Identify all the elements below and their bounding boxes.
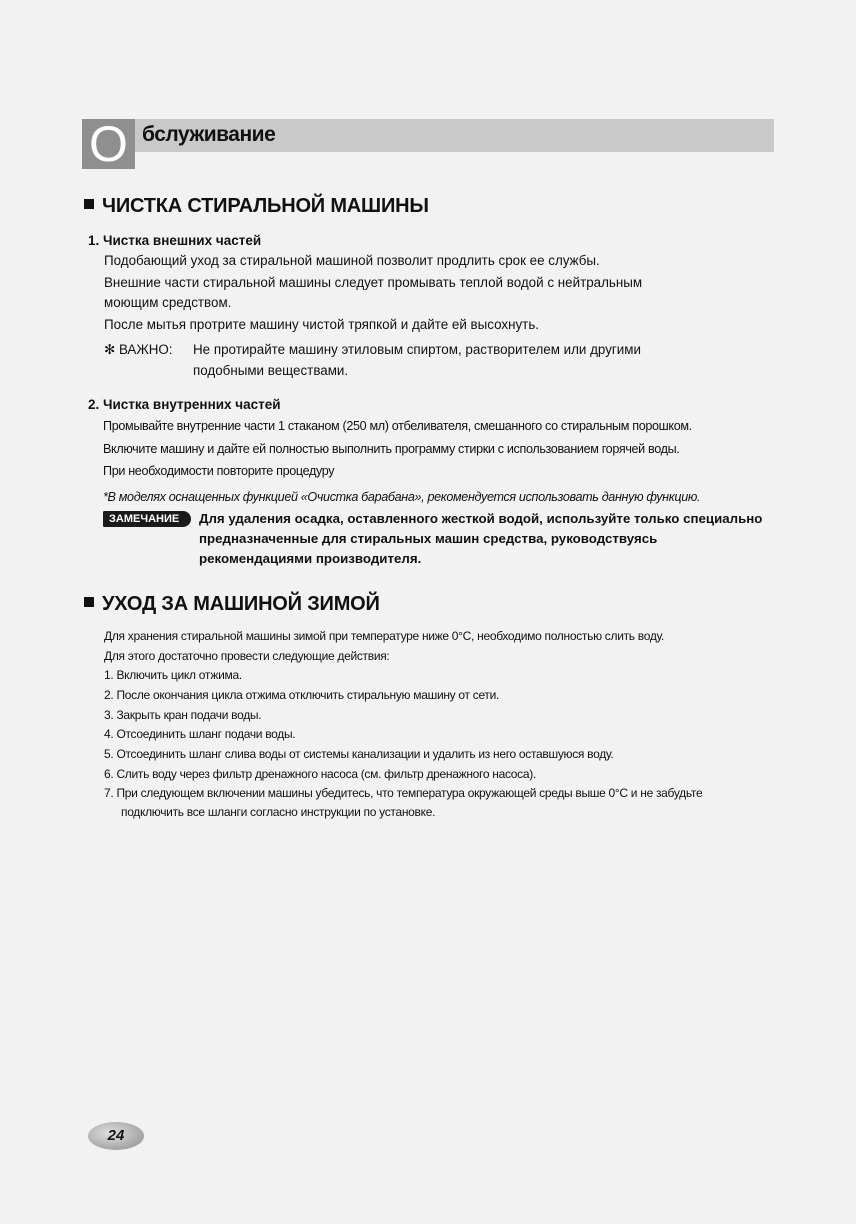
note-text: предназначенные для стиральных машин средства, руководствуясь <box>199 531 658 546</box>
important-label: ✻ ВАЖНО: <box>104 342 173 357</box>
list-item-continuation: подключить все шланги согласно инструкции по установке. <box>121 805 436 819</box>
list-item: 5. Отсоединить шланг слива воды от системы канализации и удалить из него оставшуюся воду. <box>104 747 614 761</box>
section-title-text: УХОД ЗА МАШИНОЙ ЗИМОЙ <box>102 593 380 615</box>
paragraph-line: Подобающий уход за стиральной машиной позволит продлить срок ее службы. <box>104 253 600 268</box>
header-initial-letter: О <box>82 119 135 169</box>
subsection-title-exterior: 1. Чистка внешних частей <box>88 233 262 248</box>
list-item: 1. Включить цикл отжима. <box>104 668 242 682</box>
important-text: Не протирайте машину этиловым спиртом, растворителем или другими <box>193 342 641 357</box>
paragraph-line: Для хранения стиральной машины зимой при температуре ниже 0°C, необходимо полностью слить воду. <box>104 629 665 643</box>
square-bullet-icon <box>84 199 94 209</box>
italic-note: *В моделях оснащенных функцией «Очистка барабана», рекомендуется использовать данную функцию. <box>103 490 701 504</box>
paragraph-line: Включите машину и дайте ей полностью выполнить программу стирки с использованием горячей воды. <box>103 442 680 456</box>
section-title-winter <box>84 593 380 616</box>
list-item: 3. Закрыть кран подачи воды. <box>104 708 262 722</box>
paragraph-line: Промывайте внутренние части 1 стаканом (250 мл) отбеливателя, смешанного со стиральным порошком. <box>103 419 692 433</box>
paragraph-line: После мытья протрите машину чистой тряпкой и дайте ей высохнуть. <box>104 317 540 332</box>
page-number: 24 <box>88 1122 144 1150</box>
section-title-text: ЧИСТКА СТИРАЛЬНОЙ МАШИНЫ <box>102 195 429 217</box>
page-title: бслуживание <box>142 123 276 146</box>
note-badge: ЗАМЕЧАНИЕ <box>103 511 191 527</box>
section-title-cleaning <box>84 195 429 218</box>
paragraph-line: моющим средством. <box>104 295 232 310</box>
paragraph-line: При необходимости повторите процедуру <box>103 464 335 478</box>
square-bullet-icon <box>84 597 94 607</box>
paragraph-line: Для этого достаточно провести следующие действия: <box>104 649 390 663</box>
note-text: Для удаления осадка, оставленного жесткой водой, используйте только специально <box>199 511 763 526</box>
list-item: 6. Слить воду через фильтр дренажного насоса (см. фильтр дренажного насоса). <box>104 767 536 781</box>
note-text: рекомендациями производителя. <box>199 551 422 566</box>
list-item: 7. При следующем включении машины убедитесь, что температура окружающей среды выше 0°C и не забудьте <box>104 786 703 800</box>
list-item: 4. Отсоединить шланг подачи воды. <box>104 727 296 741</box>
important-text: подобными веществами. <box>193 363 349 378</box>
subsection-title-interior: 2. Чистка внутренних частей <box>88 397 281 412</box>
list-item: 2. После окончания цикла отжима отключить стиральную машину от сети. <box>104 688 500 702</box>
paragraph-line: Внешние части стиральной машины следует промывать теплой водой с нейтральным <box>104 275 643 290</box>
